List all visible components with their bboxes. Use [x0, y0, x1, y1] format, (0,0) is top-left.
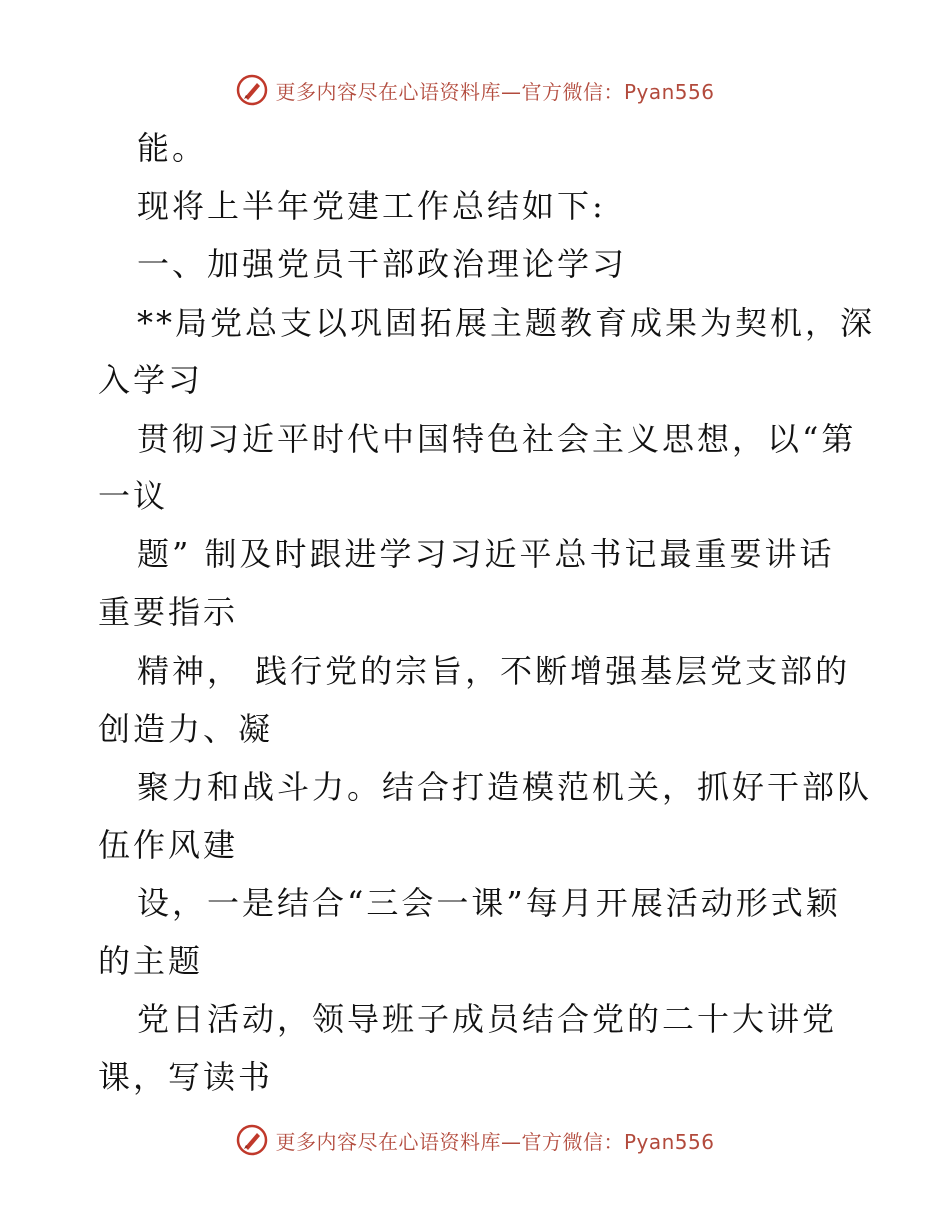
text-line: **局党总支以巩固拓展主题教育成果为契机，深 — [137, 304, 876, 342]
text-line: 课，写读书 — [98, 1058, 274, 1096]
pen-logo-icon — [235, 1123, 269, 1157]
text-line: 能。 — [137, 129, 208, 167]
text-line: 设，一是结合“三会一课”每月开展活动形式颖 — [137, 884, 841, 922]
text-line: 聚力和战斗力。结合打造模范机关，抓好干部队 — [137, 768, 873, 806]
text-line: 题” 制及时跟进学习习近平总书记最重要讲话 — [137, 535, 835, 573]
text-line: 精神， 践行党的宗旨，不断增强基层党支部的 — [137, 652, 851, 690]
text-line: 现将上半年党建工作总结如下: — [137, 187, 606, 225]
text-line: 重要指示 — [98, 593, 239, 631]
text-line: 一、加强党员干部政治理论学习 — [137, 245, 628, 283]
watermark-text: 更多内容尽在心语资料库—官方微信：Pyan556 — [275, 79, 715, 104]
header-watermark — [0, 70, 950, 110]
text-line: 伍作风建 — [98, 826, 239, 864]
pen-logo-icon — [235, 73, 269, 107]
text-line: 的主题 — [98, 942, 204, 980]
text-line: 一议 — [98, 477, 169, 515]
text-line: 党日活动，领导班子成员结合党的二十大讲党 — [137, 1000, 838, 1038]
text-line: 贯彻习近平时代中国特色社会主义思想，以“第 — [137, 420, 857, 458]
text-line: 入学习 — [98, 361, 204, 399]
watermark-text: 更多内容尽在心语资料库—官方微信：Pyan556 — [275, 1129, 715, 1154]
text-line: 创造力、凝 — [98, 710, 274, 748]
footer-watermark — [0, 1120, 950, 1160]
